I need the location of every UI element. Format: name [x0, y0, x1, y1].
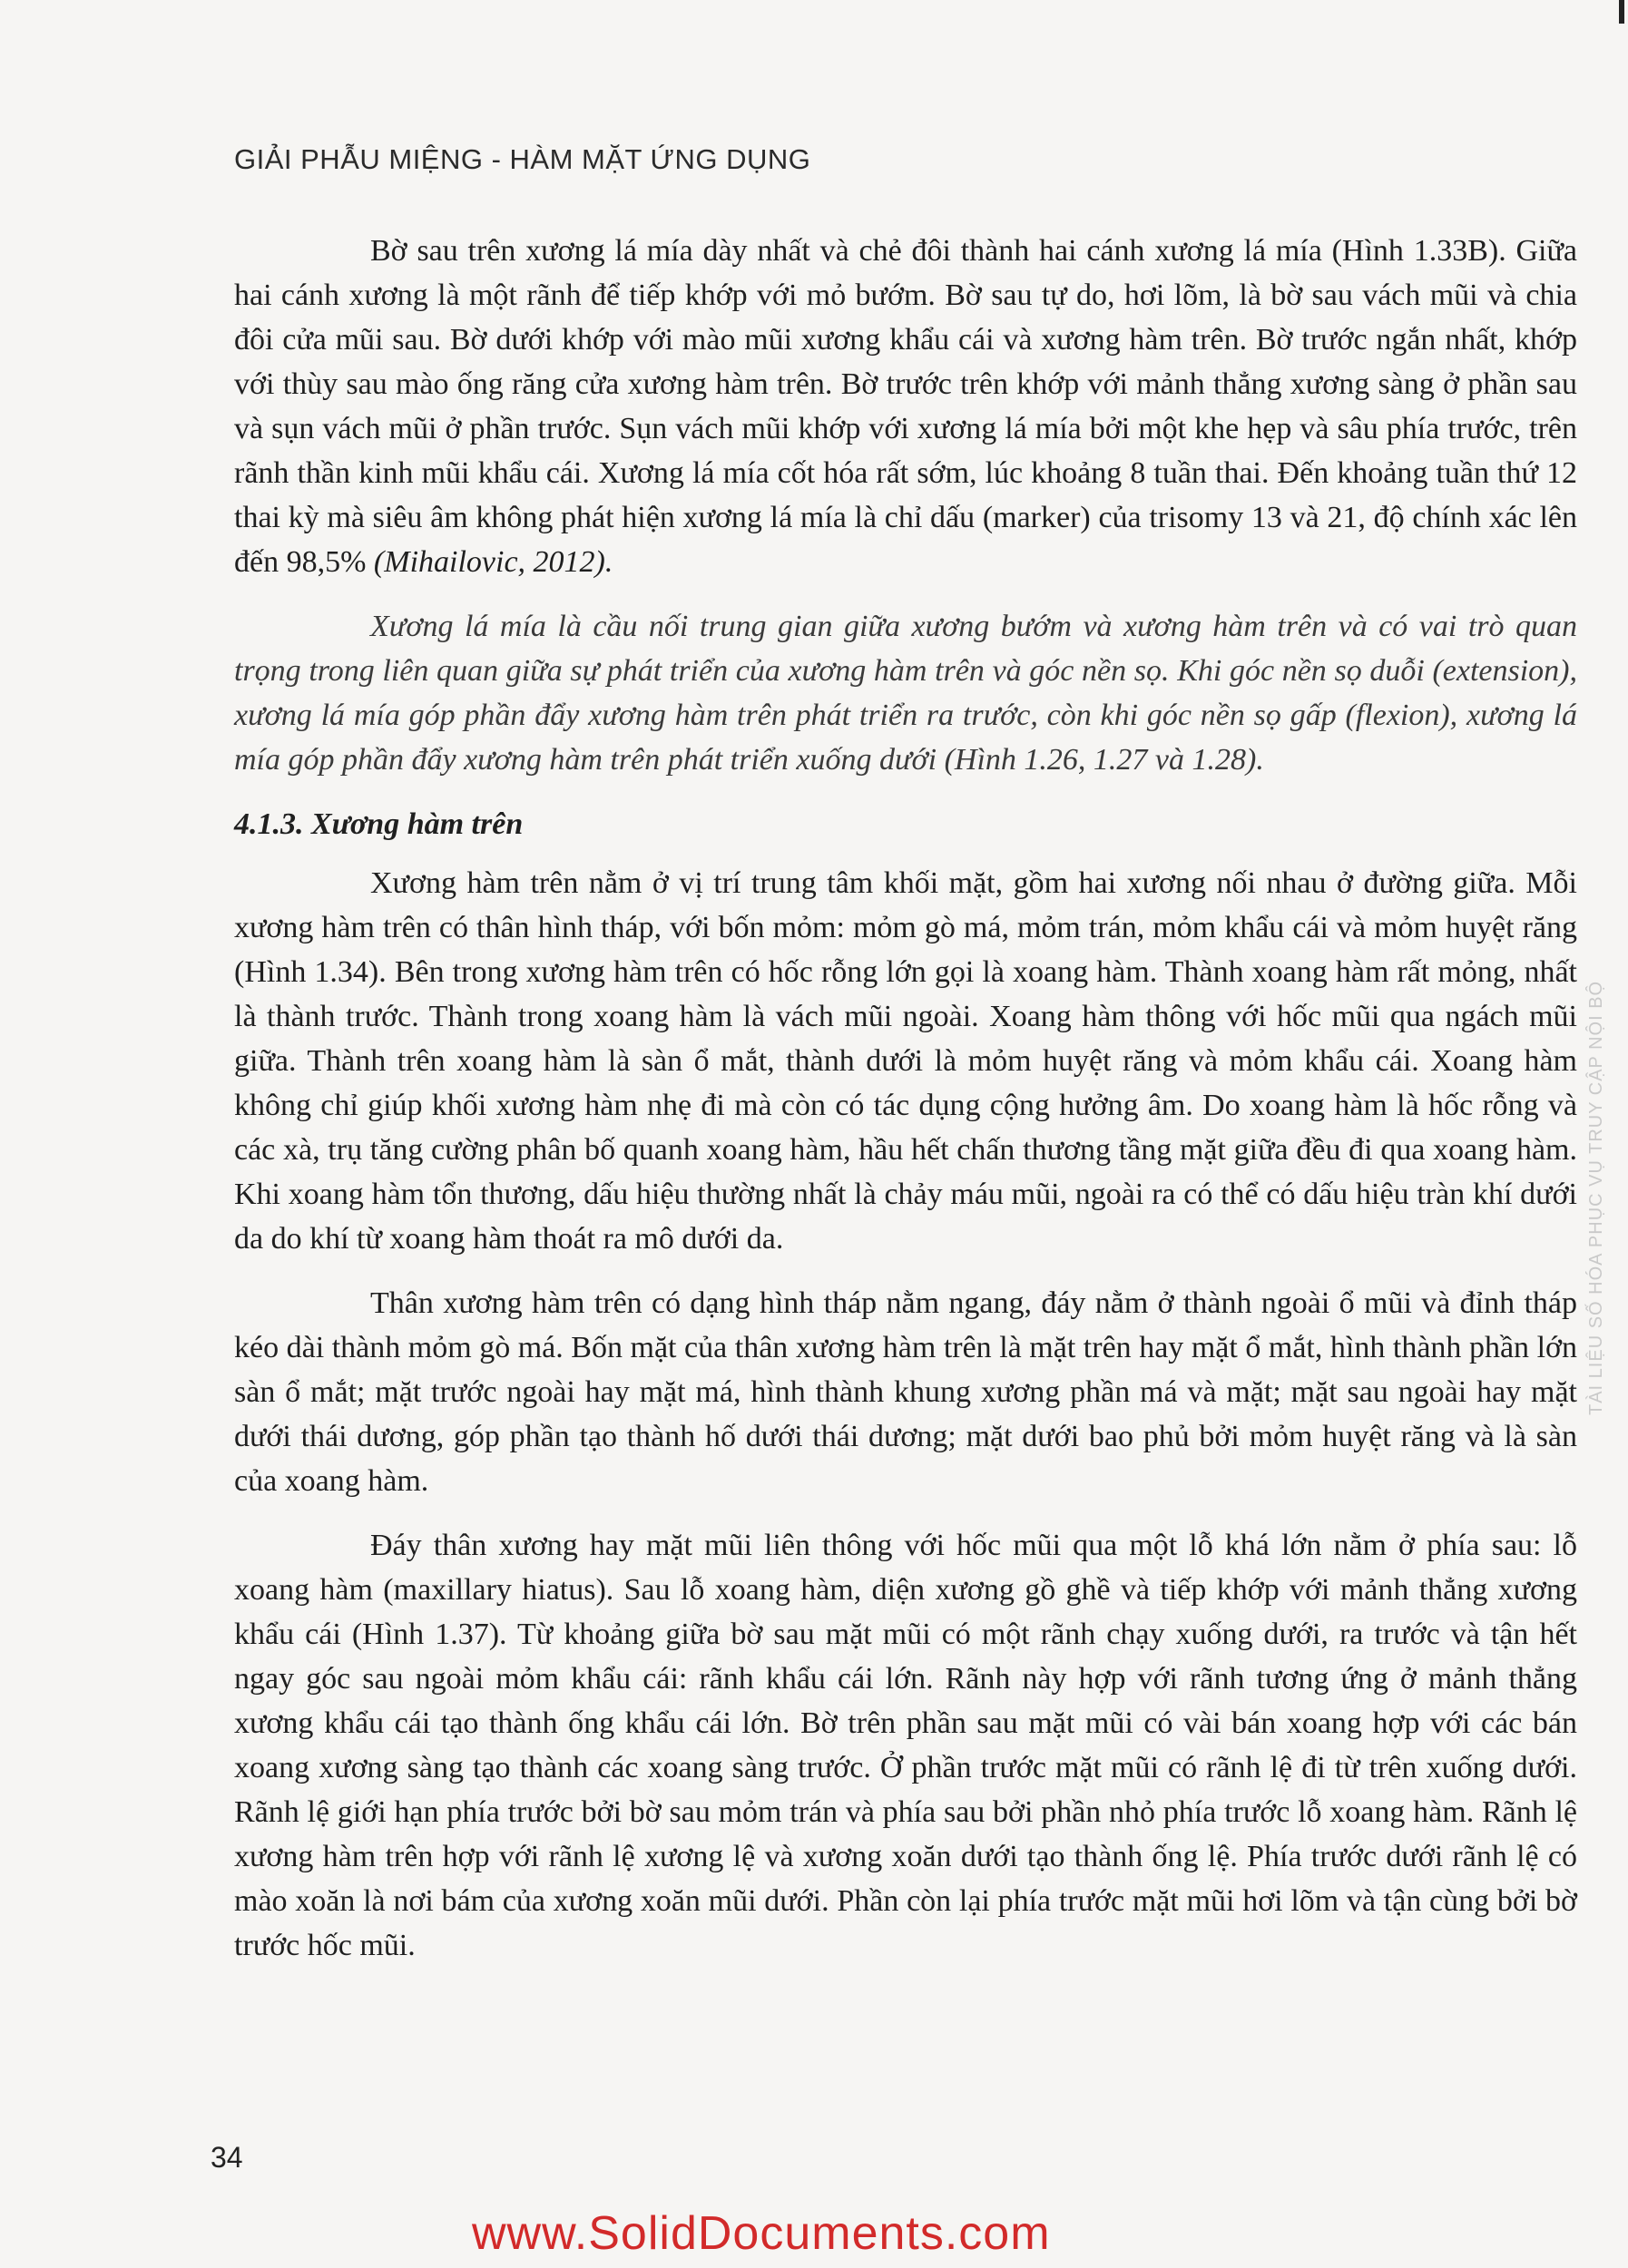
scan-corner-mark — [1619, 0, 1624, 24]
page-number: 34 — [211, 2141, 243, 2174]
footer-website-link[interactable]: www.SolidDocuments.com — [472, 2207, 1051, 2260]
paragraph-1-citation: (Mihailovic, 2012). — [373, 545, 613, 579]
body-text — [234, 229, 1577, 1988]
running-header: GIẢI PHẪU MIỆNG - HÀM MẶT ỨNG DỤNG — [234, 143, 811, 175]
paragraph-1 — [234, 229, 1577, 584]
paragraph-3: Xương hàm trên nằm ở vị trí trung tâm khối mặt, gồm hai xương nối nhau ở đường giữa. Mỗi xương hàm trên có thân hình tháp, với bốn mỏm: mỏm gò má, mỏm trán, mỏm khẩu cái và mỏm huyệt răng (Hình 1.34). Bên trong xương hàm trên có hốc rỗng lớn gọi là xoang hàm. Thành xoang hàm rất mỏng, nhất là thành trước. Thành trong xoang hàm là vách mũi ngoài. Xoang hàm thông với hốc mũi qua ngách mũi giữa. Thành trên xoang hàm là sàn ổ mắt, thành dưới là mỏm huyệt răng và mỏm khẩu cái. Xoang hàm không chỉ giúp khối xương hàm nhẹ đi mà còn có tác dụng cộng hưởng âm. Do xoang hàm là hốc rỗng và các xà, trụ tăng cường phân bố quanh xoang hàm, hầu hết chấn thương tầng mặt giữa đều đi qua xoang hàm. Khi xoang hàm tổn thương, dấu hiệu thường nhất là chảy máu mũi, ngoài ra có thể có dấu hiệu tràn khí dưới da do khí từ xoang hàm thoát ra mô dưới da. — [234, 866, 1577, 1256]
library-watermark: TÀI LIỆU SỐ HÓA PHỤC VỤ TRUY CẬP NỘI BỘ — [1586, 980, 1606, 1415]
paragraph-1-text: Bờ sau trên xương lá mía dày nhất và chẻ đôi thành hai cánh xương lá mía (Hình 1.33B). Giữa hai cánh xương là một rãnh để tiếp khớp với mỏ bướm. Bờ sau tự do, hơi lõm, là bờ sau vách mũi và chia đôi cửa mũi sau. Bờ dưới khớp với mào mũi xương khẩu cái và xương hàm trên. Bờ trước ngắn nhất, khớp với thùy sau mào ống răng cửa xương hàm trên. Bờ trước trên khớp với mảnh thẳng xương sàng ở phần sau và sụn vách mũi ở phần trước. Sụn vách mũi khớp với xương lá mía bởi một khe hẹp và sâu phía trước, trên rãnh thần kinh mũi khẩu cái. Xương lá mía cốt hóa rất sớm, lúc khoảng 8 tuần thai. Đến khoảng tuần thứ 12 thai kỳ mà siêu âm không phát hiện xương lá mía là chỉ dấu (marker) của trisomy 13 và 21, độ chính xác lên đến 98,5% — [234, 234, 1577, 579]
section-heading: 4.1.3. Xương hàm trên — [234, 807, 524, 841]
paragraph-4: Thân xương hàm trên có dạng hình tháp nằm ngang, đáy nằm ở thành ngoài ổ mũi và đỉnh tháp kéo dài thành mỏm gò má. Bốn mặt của thân xương hàm trên là mặt trên hay mặt ổ mắt, hình thành phần lớn sàn ổ mắt; mặt trước ngoài hay mặt má, hình thành khung xương phần má và mặt; mặt sau ngoài hay mặt dưới thái dương, góp phần tạo thành hố dưới thái dương; mặt dưới bao phủ bởi mỏm huyệt răng và là sàn của xoang hàm. — [234, 1286, 1577, 1498]
paragraph-5: Đáy thân xương hay mặt mũi liên thông với hốc mũi qua một lỗ khá lớn nằm ở phía sau: lỗ xoang hàm (maxillary hiatus). Sau lỗ xoang hàm, diện xương gồ ghề và tiếp khớp với mảnh thẳng xương khẩu cái (Hình 1.37). Từ khoảng giữa bờ sau mặt mũi có một rãnh chạy xuống dưới, ra trước và tận hết ngay góc sau ngoài mỏm khẩu cái: rãnh khẩu cái lớn. Rãnh này hợp với rãnh tương ứng ở mảnh thẳng xương khẩu cái tạo thành ống khẩu cái lớn. Bờ trên phần sau mặt mũi có vài bán xoang hợp với các bán xoang xương sàng tạo thành các xoang sàng trước. Ở phần trước mặt mũi có rãnh lệ đi từ trên xuống dưới. Rãnh lệ giới hạn phía trước bởi bờ sau mỏm trán và phía sau bởi phần nhỏ phía trước lỗ xoang hàm. Rãnh lệ xương hàm trên hợp với rãnh lệ xương lệ và xương xoăn dưới tạo thành ống lệ. Phía trước dưới rãnh lệ có mào xoăn là nơi bám của xương xoăn mũi dưới. Phần còn lại phía trước mặt mũi hơi lõm và tận cùng bởi bờ trước hốc mũi. — [234, 1529, 1577, 1962]
paragraph-2-italic: Xương lá mía là cầu nối trung gian giữa xương bướm và xương hàm trên và có vai trò quan trọng trong liên quan giữa sự phát triển của xương hàm trên và góc nền sọ. Khi góc nền sọ duỗi (extension), xương lá mía góp phần đẩy xương hàm trên phát triển ra trước, còn khi góc nền sọ gấp (flexion), xương lá mía góp phần đẩy xương hàm trên phát triển xuống dưới (Hình 1.26, 1.27 và 1.28). — [234, 610, 1577, 777]
